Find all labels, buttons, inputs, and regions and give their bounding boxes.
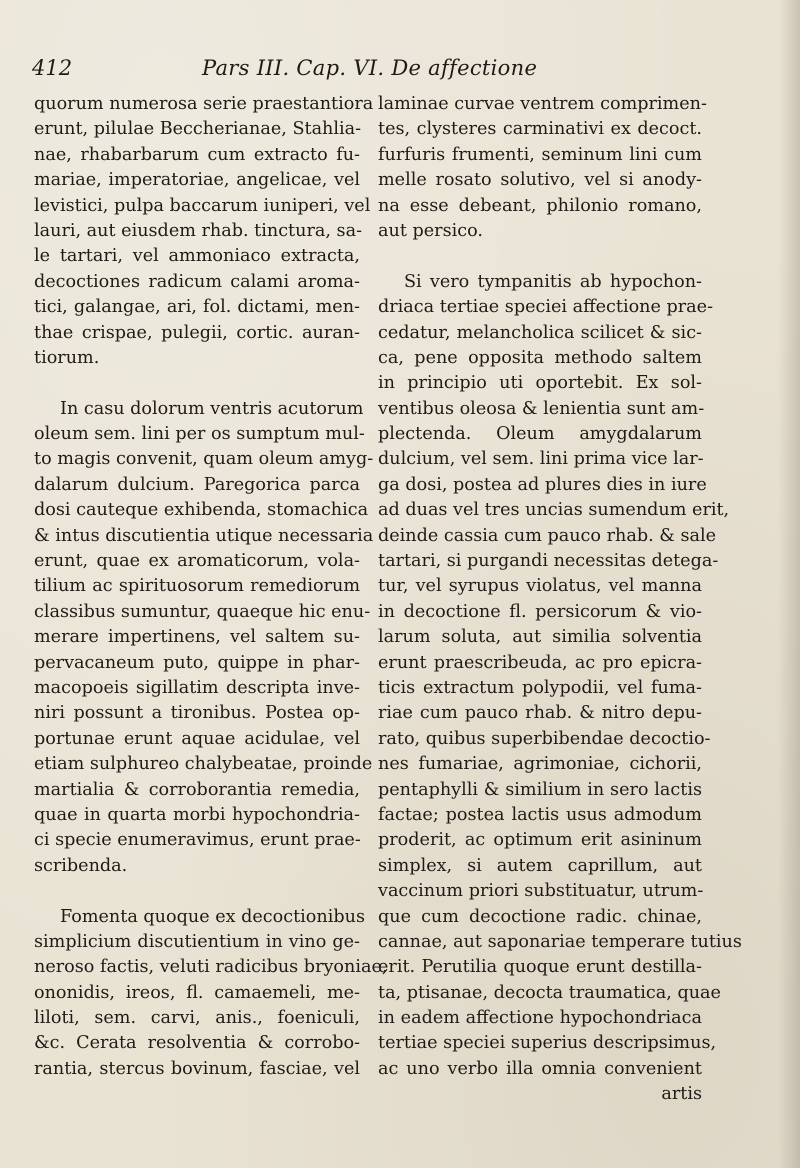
page-number: 412 — [32, 56, 73, 80]
text-line: liloti, sem. carvi, anis., foeniculi, — [34, 1008, 360, 1029]
text-line: cannae, aut saponariae temperare tutius — [378, 931, 742, 952]
text-line: proderit, ac optimum erit asininum — [378, 830, 702, 851]
text-line: quae in quarta morbi hypochondria- — [34, 804, 360, 825]
text-line: etiam sulphureo chalybeatae, proinde — [34, 754, 373, 775]
paragraph-gap — [34, 371, 360, 396]
text-line: tiorum. — [34, 347, 100, 368]
text-line: In casu dolorum ventris acutorum — [60, 398, 364, 419]
text-line: deinde cassia cum pauco rhab. & sale — [378, 525, 717, 546]
text-line: martialia & corroborantia remedia, — [34, 779, 360, 800]
text-line: scribenda. — [34, 855, 128, 876]
text-line: dulcium, vel sem. lini prima vice lar- — [378, 449, 704, 470]
text-line: levistici, pulpa baccarum iuniperi, vel — [34, 195, 371, 216]
text-line: erunt praescribeuda, ac pro epicra- — [378, 652, 702, 673]
text-line: tes, clysteres carminativi ex decoct. — [378, 119, 702, 140]
text-line: mariae, imperatoriae, angelicae, vel — [34, 170, 360, 191]
text-line: ononidis, ireos, fl. camaemeli, me- — [34, 982, 360, 1003]
left-text-column — [34, 92, 388, 1082]
text-line: laminae curvae ventrem comprimen- — [378, 94, 707, 114]
text-line: Si vero tympanitis ab hypochon- — [404, 271, 702, 292]
text-line: ac uno verbo illa omnia convenient — [378, 1058, 702, 1079]
paragraph-gap — [378, 244, 702, 269]
text-line: decoctiones radicum calami aroma- — [34, 271, 360, 292]
text-line: vaccinum priori substituatur, utrum- — [378, 881, 704, 902]
text-line: & intus discutientia utique necessaria — [34, 525, 374, 546]
text-line: furfuris frumenti, seminum lini cum — [378, 144, 702, 165]
running-head: Pars III. Cap. VI. De affectione — [202, 56, 538, 80]
text-line: merare impertinens, vel saltem su- — [34, 627, 360, 648]
text-line: rato, quibus superbibendae decoctio- — [378, 728, 711, 749]
text-line: riae cum pauco rhab. & nitro depu- — [378, 703, 702, 724]
text-line: Fomenta quoque ex decoctionibus — [60, 906, 365, 927]
text-line: plectenda. Oleum amygdalarum — [378, 424, 702, 445]
text-line: melle rosato solutivo, vel si anody- — [378, 170, 702, 191]
text-line: nae, rhabarbarum cum extracto fu- — [34, 144, 360, 165]
text-line: tartari, si purgandi necessitas detega- — [378, 551, 719, 572]
text-line: aut persico. — [378, 220, 483, 241]
text-line: pentaphylli & similium in sero lactis — [378, 779, 702, 800]
text-line: ta, ptisanae, decocta traumatica, quae — [378, 982, 721, 1003]
text-line: ci specie enumeravimus, erunt prae- — [34, 830, 361, 851]
text-line: in eadem affectione hypochondriaca — [378, 1008, 702, 1029]
text-line: simplicium discutientium in vino ge- — [34, 931, 360, 952]
text-line: thae crispae, pulegii, cortic. auran- — [34, 322, 360, 343]
page-edge-shadow — [778, 0, 800, 1168]
text-line: dalarum dulcium. Paregorica parca — [34, 474, 360, 495]
text-line: factae; postea lactis usus admodum — [378, 804, 702, 825]
text-line: rantia, stercus bovinum, fasciae, vel — [34, 1058, 360, 1079]
text-line: erunt, quae ex aromaticorum, vola- — [34, 551, 360, 572]
text-line: cedatur, melancholica scilicet & sic- — [378, 322, 702, 343]
text-line: dosi cauteque exhibenda, stomachica — [34, 500, 369, 521]
text-line: que cum decoctione radic. chinae, — [378, 906, 702, 927]
text-line: larum soluta, aut similia solventia — [378, 627, 702, 648]
paragraph-gap — [34, 879, 360, 904]
text-line: ad duas vel tres uncias sumendum erit, — [378, 500, 730, 521]
text-line: driaca tertiae speciei affectione prae- — [378, 297, 714, 318]
text-line: tici, galangae, ari, fol. dictami, men- — [34, 297, 360, 318]
text-line: simplex, si autem caprillum, aut — [378, 855, 702, 876]
page-header — [32, 48, 742, 88]
text-line: tertiae speciei superius descripsimus, — [378, 1033, 717, 1054]
text-line: pervacaneum puto, quippe in phar- — [34, 652, 360, 673]
text-line: na esse debeant, philonio romano, — [378, 195, 702, 216]
text-line: oleum sem. lini per os sumptum mul- — [34, 424, 365, 445]
text-line: tur, vel syrupus violatus, vel manna — [378, 576, 702, 597]
text-line: ga dosi, postea ad plures dies in iure — [378, 474, 707, 495]
text-line: ventibus oleosa & lenientia sunt am- — [378, 398, 705, 419]
text-line: to magis convenit, quam oleum amyg- — [34, 449, 374, 470]
text-line: portunae erunt aquae acidulae, vel — [34, 728, 360, 749]
text-line: tilium ac spirituosorum remediorum — [34, 576, 360, 597]
text-line: ca, pene opposita methodo saltem — [378, 347, 702, 368]
text-line: nes fumariae, agrimoniae, cichorii, — [378, 754, 702, 775]
text-line: neroso factis, veluti radicibus bryoniae, — [34, 957, 388, 978]
right-text-column — [378, 92, 742, 1108]
text-line: in principio uti oportebit. Ex sol- — [378, 373, 702, 394]
text-line: in decoctione fl. persicorum & vio- — [378, 601, 702, 622]
text-line: niri possunt a tironibus. Postea op- — [34, 703, 360, 724]
text-line: ticis extractum polypodii, vel fuma- — [378, 677, 702, 698]
text-line: quorum numerosa serie praestantiora — [34, 94, 374, 114]
text-line: erit. Perutilia quoque erunt destilla- — [378, 957, 702, 978]
catchword: artis — [661, 1084, 702, 1105]
text-line: le tartari, vel ammoniaco extracta, — [34, 246, 360, 267]
text-line: macopoeis sigillatim descripta inve- — [34, 677, 360, 698]
text-line: lauri, aut eiusdem rhab. tinctura, sa- — [34, 220, 363, 241]
text-line: &c. Cerata resolventia & corrobo- — [34, 1033, 360, 1054]
text-line: classibus sumuntur, quaeque hic enu- — [34, 601, 371, 622]
text-line: erunt, pilulae Beccherianae, Stahlia- — [34, 119, 362, 140]
